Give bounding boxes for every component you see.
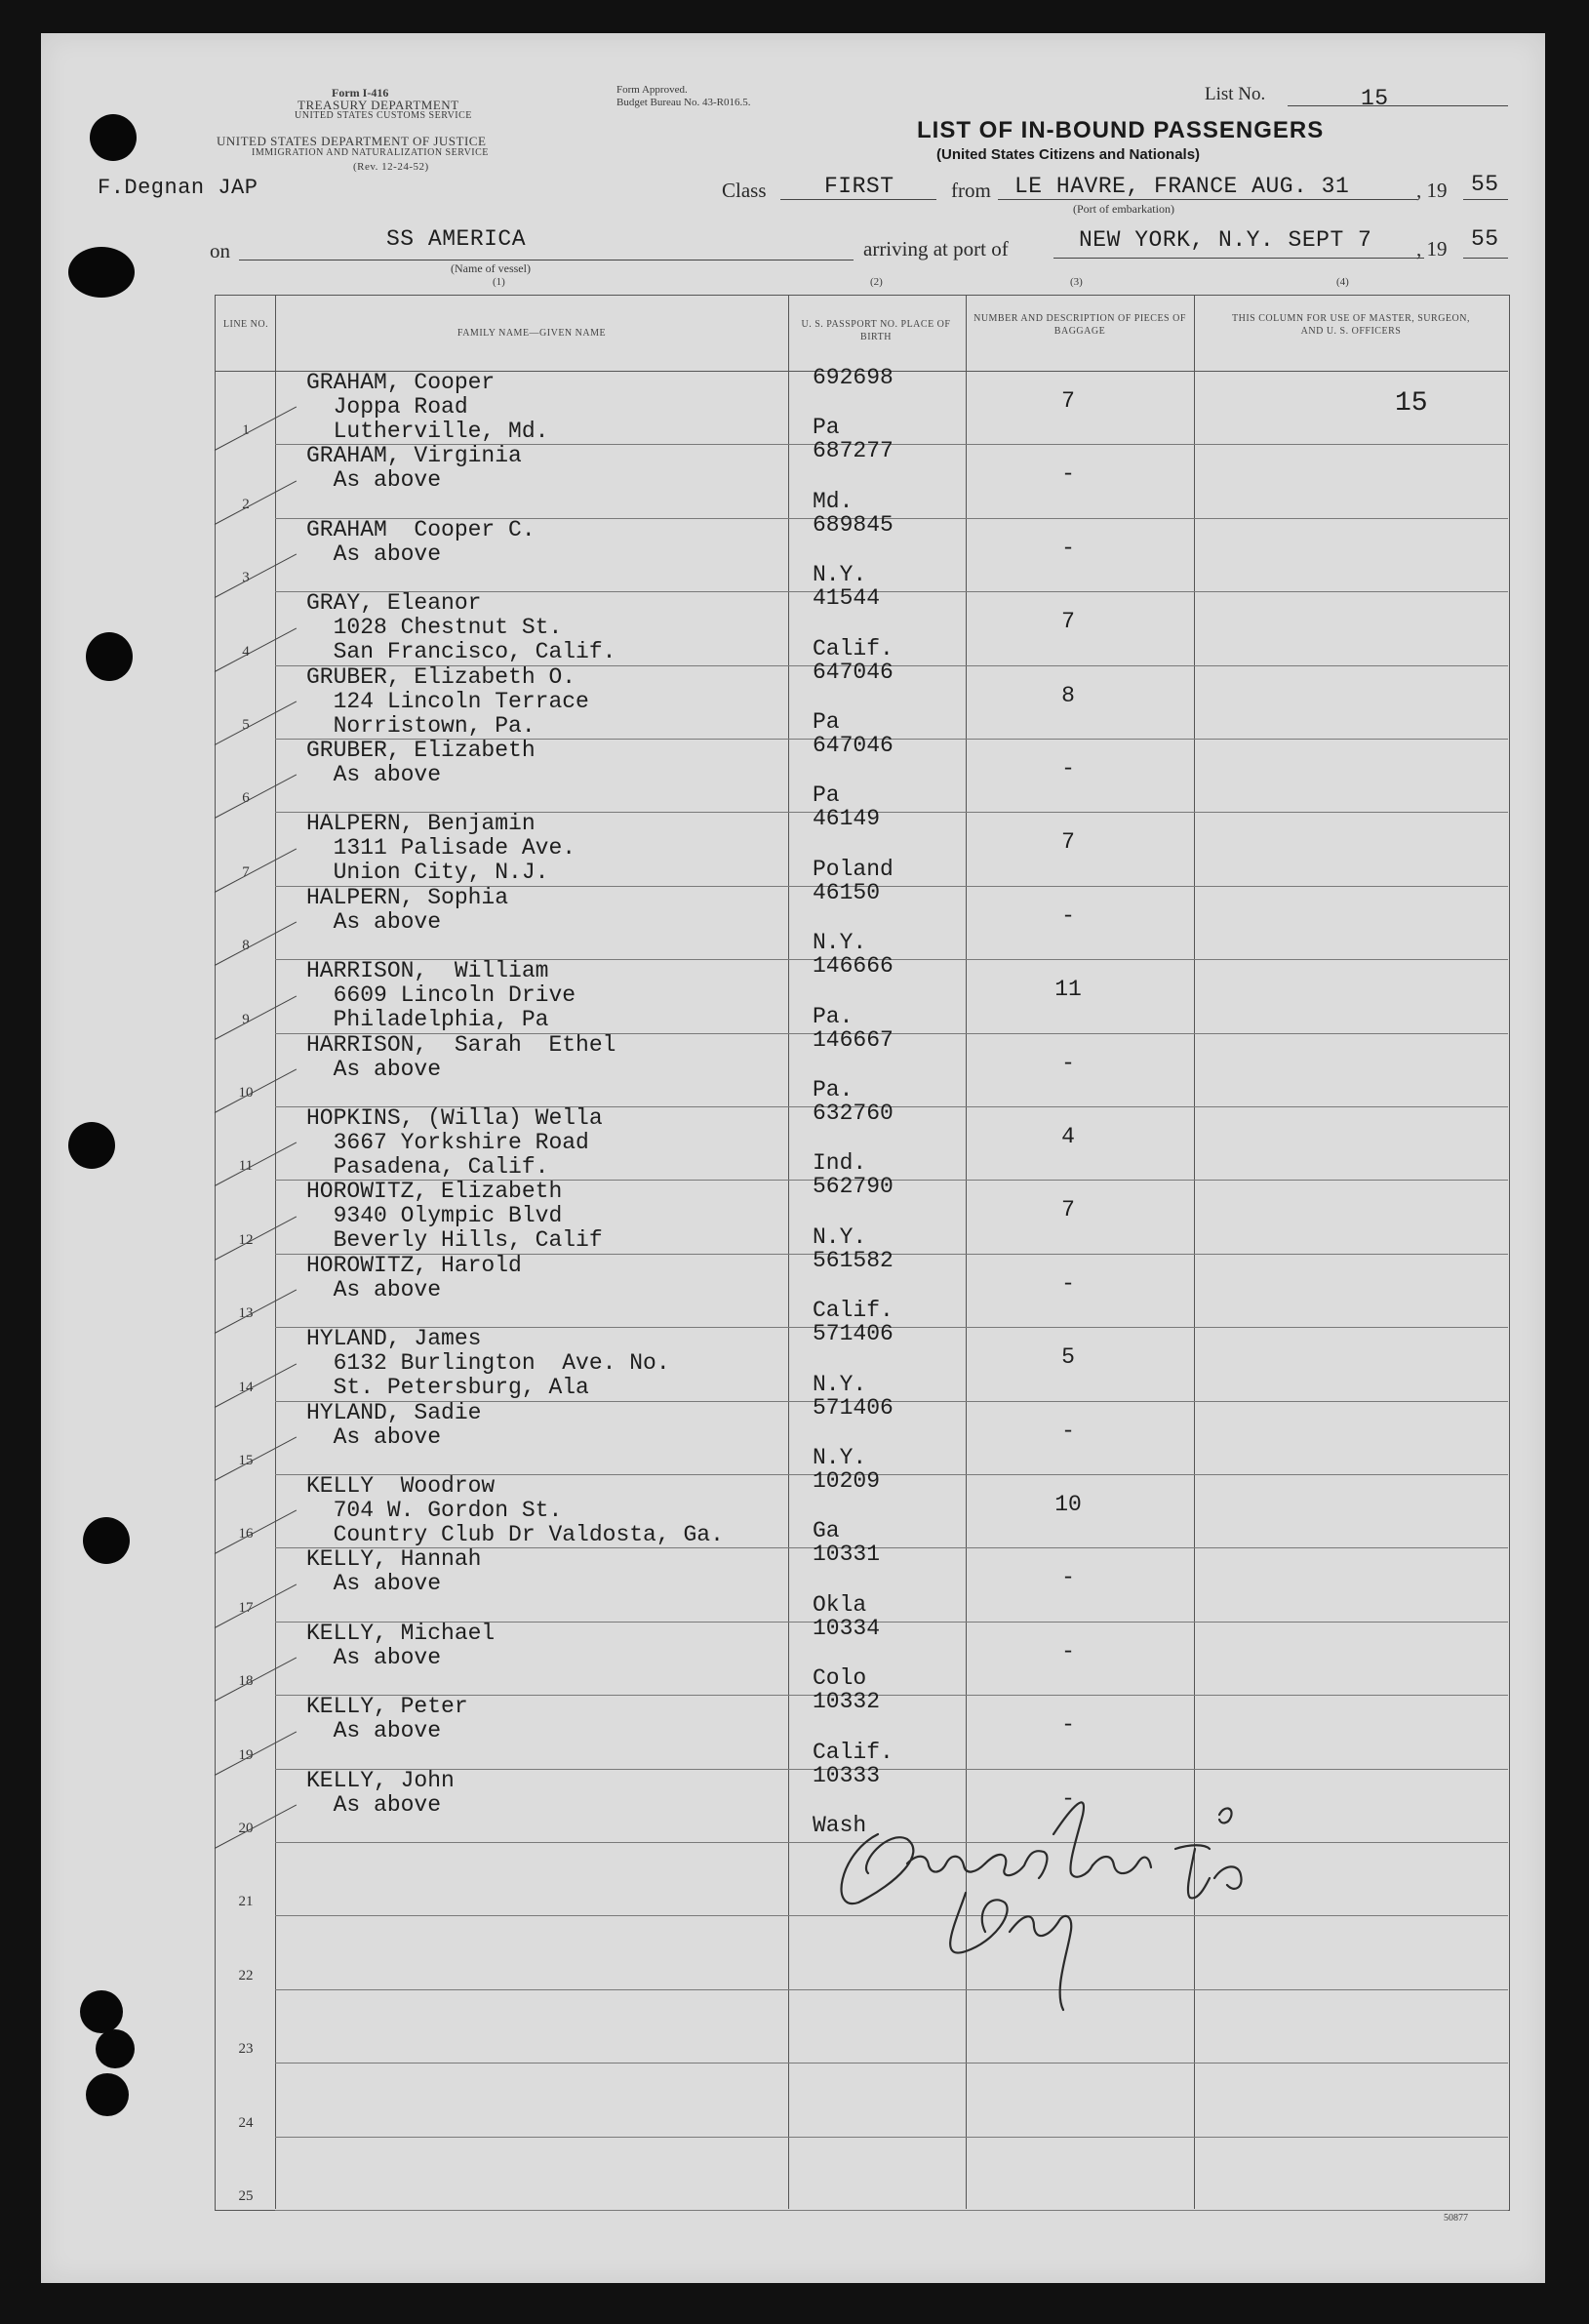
passenger-entry [306, 1547, 481, 1596]
passport-number: 146666 [813, 953, 894, 980]
agency-line: UNITED STATES CUSTOMS SERVICE [295, 110, 472, 121]
place-of-birth: Pa [813, 709, 840, 735]
passenger-name: HARRISON, Sarah Ethel [306, 1031, 616, 1058]
passenger-entry [306, 739, 536, 787]
line-number: 13 [238, 1305, 254, 1322]
passenger-address-line: 704 W. Gordon St. [306, 1498, 563, 1523]
line-number: 11 [238, 1158, 254, 1175]
passport-number: 10331 [813, 1542, 881, 1568]
line-number: 14 [238, 1379, 254, 1395]
passenger-name: HOROWITZ, Elizabeth [306, 1179, 563, 1205]
passport-number: 10333 [813, 1762, 881, 1788]
baggage-count: - [1061, 1565, 1075, 1591]
column-number: (1) [493, 276, 505, 288]
place-of-birth: N.Y. [813, 1223, 867, 1250]
passenger-entry [306, 812, 576, 885]
passenger-entry [306, 1769, 455, 1818]
passenger-entry [306, 886, 508, 935]
place-of-birth: Md. [813, 488, 854, 514]
passenger-entry [306, 665, 589, 739]
passenger-address-line: Philadelphia, Pa [306, 1007, 549, 1033]
passport-number: 689845 [813, 511, 894, 538]
passenger-address-line: As above [306, 541, 442, 567]
baggage-count: - [1061, 1638, 1075, 1664]
line-number: 16 [238, 1526, 254, 1543]
arrival-port: NEW YORK, N.Y. SEPT 7 [1079, 227, 1372, 253]
place-of-birth: Calif. [813, 1298, 894, 1324]
line-number: 25 [238, 2188, 254, 2204]
place-of-birth: N.Y. [813, 1445, 867, 1470]
passenger-address-line: 124 Lincoln Terrace [306, 688, 589, 714]
passport-number: 41544 [813, 585, 881, 612]
passenger-address-line: San Francisco, Calif. [306, 639, 616, 665]
approval-line: Form Approved. [616, 84, 688, 96]
passport-number: 562790 [813, 1174, 894, 1200]
page-subtitle: (United States Citizens and Nationals) [936, 146, 1201, 163]
column-number: (2) [870, 276, 883, 288]
passport-number: 692698 [813, 365, 894, 390]
baggage-count: - [1061, 902, 1075, 929]
passenger-entry [306, 1327, 670, 1400]
binder-hole [68, 1122, 115, 1169]
passport-number: 632760 [813, 1101, 894, 1126]
passenger-name: HYLAND, James [306, 1326, 482, 1352]
passenger-entry [306, 1254, 522, 1302]
header-passport: U. S. PASSPORT NO. PLACE OF BIRTH [801, 319, 951, 342]
line-number: 6 [242, 790, 250, 807]
passenger-entry [306, 1695, 468, 1743]
footer-code: 50877 [1444, 2213, 1468, 2224]
place-of-birth: Calif. [813, 635, 894, 661]
line-number: 17 [238, 1599, 254, 1616]
line-number: 9 [242, 1011, 250, 1027]
passport-number: 46149 [813, 806, 881, 832]
passenger-address-line: As above [306, 762, 442, 787]
passenger-name: HOPKINS, (Willa) Wella [306, 1105, 603, 1131]
class-value: FIRST [824, 174, 894, 199]
passenger-address-line: As above [306, 1571, 442, 1597]
baggage-count: - [1061, 1712, 1075, 1739]
passenger-name: GRAHAM, Virginia [306, 443, 522, 469]
line-number: 20 [238, 1821, 254, 1836]
line-number: 1 [242, 422, 250, 439]
passenger-address-line: As above [306, 1276, 442, 1302]
place-of-birth: Colo [813, 1665, 867, 1692]
passport-number: 687277 [813, 438, 894, 464]
passenger-name: KELLY, John [306, 1767, 455, 1793]
passenger-address-line: Pasadena, Calif. [306, 1154, 549, 1180]
passenger-address-line: 6609 Lincoln Drive [306, 982, 576, 1009]
passenger-name: GRAY, Eleanor [306, 590, 482, 617]
passport-number: 647046 [813, 659, 894, 685]
passport-number: 146667 [813, 1026, 894, 1053]
header-officers: THIS COLUMN FOR USE OF MASTER, SURGEON, AND U. S. OFFICERS [1232, 313, 1470, 337]
officer-note: 15 [1395, 388, 1428, 419]
line-number: 21 [238, 1894, 254, 1910]
place-of-birth: N.Y. [813, 1371, 867, 1397]
passport-number: 571406 [813, 1394, 894, 1421]
place-of-birth: Calif. [813, 1739, 894, 1765]
passenger-address-line: 1028 Chestnut St. [306, 615, 563, 641]
passenger-address-line: 3667 Yorkshire Road [306, 1130, 589, 1155]
baggage-count: - [1061, 1785, 1075, 1812]
officer-stamp: F.Degnan JAP [98, 176, 258, 200]
passenger-address-line: Norristown, Pa. [306, 712, 536, 739]
line-number: 19 [238, 1746, 254, 1763]
line-number: 15 [238, 1453, 254, 1468]
passenger-name: GRAHAM, Cooper [306, 370, 496, 395]
baggage-count: - [1061, 535, 1075, 561]
passenger-name: KELLY Woodrow [306, 1473, 496, 1499]
line-number: 7 [242, 863, 250, 880]
page-title: LIST OF IN-BOUND PASSENGERS [917, 117, 1325, 143]
line-number: 3 [242, 570, 250, 586]
line-number: 18 [238, 1673, 254, 1690]
agency-line: IMMIGRATION AND NATURALIZATION SERVICE [252, 147, 489, 158]
from-year-prefix: , 19 [1416, 179, 1448, 202]
binder-hole [86, 632, 133, 681]
passenger-address-line: 6132 Burlington Ave. No. [306, 1350, 670, 1377]
passenger-address-line: As above [306, 1423, 442, 1450]
approval-line: Budget Bureau No. 43-R016.5. [616, 97, 751, 108]
baggage-count: - [1061, 1418, 1075, 1444]
place-of-birth: Okla [813, 1591, 867, 1618]
passenger-address-line: As above [306, 1791, 442, 1818]
baggage-count: - [1061, 461, 1075, 488]
passenger-address-line: As above [306, 467, 442, 494]
from-label: from [951, 179, 991, 202]
binder-hole [80, 1990, 123, 2033]
place-of-birth: N.Y. [813, 930, 867, 956]
passenger-name: HOROWITZ, Harold [306, 1252, 522, 1278]
passenger-name: KELLY, Peter [306, 1694, 468, 1720]
row-divider [275, 2210, 1508, 2211]
agency-line: UNITED STATES DEPARTMENT OF JUSTICE [217, 134, 487, 148]
baggage-count: 4 [1061, 1124, 1075, 1149]
passenger-name: GRUBER, Elizabeth [306, 738, 536, 763]
passport-number: 46150 [813, 879, 881, 905]
baggage-count: 8 [1061, 682, 1075, 708]
from-port: LE HAVRE, FRANCE AUG. 31 [1014, 174, 1350, 199]
passenger-address-line: As above [306, 1644, 442, 1670]
place-of-birth: Pa [813, 782, 840, 809]
passport-number: 10334 [813, 1615, 881, 1641]
passenger-address-line: Union City, N.J. [306, 860, 549, 886]
row-divider [275, 1769, 1508, 1770]
arrival-year: 55 [1471, 226, 1499, 252]
baggage-count: - [1061, 1050, 1075, 1076]
place-of-birth: Pa [813, 415, 840, 441]
passenger-address-line: Country Club Dr Valdosta, Ga. [306, 1522, 724, 1547]
header-line-no: LINE NO. [222, 319, 269, 330]
place-of-birth: N.Y. [813, 562, 867, 588]
passenger-name: KELLY, Michael [306, 1620, 496, 1646]
binder-hole [83, 1517, 130, 1564]
baggage-count: - [1061, 1270, 1075, 1297]
passenger-address-line: Joppa Road [306, 394, 468, 420]
passenger-entry [306, 1622, 495, 1670]
passenger-entry [306, 591, 616, 664]
passenger-entry [306, 1180, 603, 1253]
line-number: 12 [238, 1231, 254, 1248]
binder-hole [96, 2029, 135, 2068]
passenger-name: KELLY, Hannah [306, 1546, 482, 1573]
column-number: (4) [1336, 276, 1349, 288]
place-of-birth: Poland [813, 856, 894, 882]
class-label: Class [722, 179, 767, 202]
from-year: 55 [1471, 172, 1499, 197]
arriving-label: arriving at port of [863, 237, 1009, 260]
passenger-address-line: 1311 Palisade Ave. [306, 835, 576, 861]
passenger-address-line: As above [306, 1718, 442, 1744]
baggage-count: 10 [1054, 1492, 1082, 1517]
passenger-address-line: As above [306, 908, 442, 935]
line-number: 5 [242, 717, 250, 733]
passenger-address-line: Lutherville, Md. [306, 419, 549, 444]
binder-hole [68, 247, 135, 298]
place-of-birth: Wash [813, 1813, 867, 1838]
passport-number: 561582 [813, 1247, 894, 1273]
header-name: FAMILY NAME—GIVEN NAME [457, 328, 607, 339]
list-no-label: List No. [1205, 84, 1266, 104]
passport-number: 571406 [813, 1321, 894, 1347]
passenger-name: HARRISON, William [306, 958, 549, 984]
passenger-address-line: 9340 Olympic Blvd [306, 1203, 563, 1229]
line-number: 2 [242, 496, 250, 512]
form-number: Form I-416 [332, 86, 389, 100]
on-label: on [210, 239, 230, 262]
passenger-entry [306, 1106, 603, 1180]
baggage-count: 7 [1061, 1197, 1075, 1223]
passenger-name: GRUBER, Elizabeth O. [306, 663, 576, 690]
passenger-address-line: As above [306, 1056, 442, 1082]
binder-hole [90, 114, 137, 161]
passenger-name: HYLAND, Sadie [306, 1399, 482, 1425]
passenger-entry [306, 1401, 481, 1450]
line-number: 8 [242, 938, 250, 954]
passenger-name: GRAHAM Cooper C. [306, 516, 536, 542]
handwritten-signature [819, 1795, 1385, 2039]
passport-number: 647046 [813, 733, 894, 758]
place-of-birth: Pa. [813, 1077, 854, 1102]
line-number: 23 [238, 2041, 254, 2058]
line-number: 24 [238, 2114, 254, 2131]
line-number: 4 [242, 643, 250, 660]
list-no-value: 15 [1361, 86, 1389, 111]
agency-line: (Rev. 12-24-52) [353, 161, 429, 173]
port-embarkation-caption: (Port of embarkation) [1073, 202, 1174, 216]
passenger-address-line: St. Petersburg, Ala [306, 1375, 589, 1401]
row-divider [275, 2063, 1508, 2064]
passenger-name: HALPERN, Sophia [306, 884, 509, 910]
line-number: 10 [238, 1085, 254, 1101]
vessel-caption: (Name of vessel) [451, 261, 531, 275]
passenger-address-line: Beverly Hills, Calif [306, 1227, 603, 1254]
baggage-count: - [1061, 756, 1075, 781]
passenger-entry [306, 959, 576, 1032]
header-baggage: NUMBER AND DESCRIPTION OF PIECES OF BAGGAGE [973, 313, 1186, 337]
passenger-entry [306, 518, 536, 567]
passenger-name: HALPERN, Benjamin [306, 811, 536, 837]
agency-line: TREASURY DEPARTMENT [298, 98, 459, 112]
baggage-count: 7 [1061, 609, 1075, 635]
vessel-name: SS AMERICA [386, 226, 527, 252]
passenger-entry [306, 371, 548, 444]
baggage-count: 11 [1054, 977, 1082, 1003]
place-of-birth: Pa. [813, 1003, 854, 1029]
place-of-birth: Ga [813, 1518, 840, 1544]
passport-number: 10332 [813, 1689, 881, 1715]
passenger-entry [306, 444, 522, 493]
passport-number: 10209 [813, 1468, 881, 1494]
baggage-count: 5 [1061, 1344, 1075, 1371]
row-divider [275, 2137, 1508, 2138]
passenger-entry [306, 1474, 724, 1547]
column-number: (3) [1070, 276, 1083, 288]
line-number: 22 [238, 1967, 254, 1983]
place-of-birth: Ind. [813, 1150, 867, 1177]
passenger-entry [306, 1033, 616, 1082]
baggage-count: 7 [1061, 829, 1075, 856]
baggage-count: 7 [1061, 388, 1075, 414]
binder-hole [86, 2073, 129, 2116]
arrival-year-prefix: , 19 [1416, 237, 1448, 260]
